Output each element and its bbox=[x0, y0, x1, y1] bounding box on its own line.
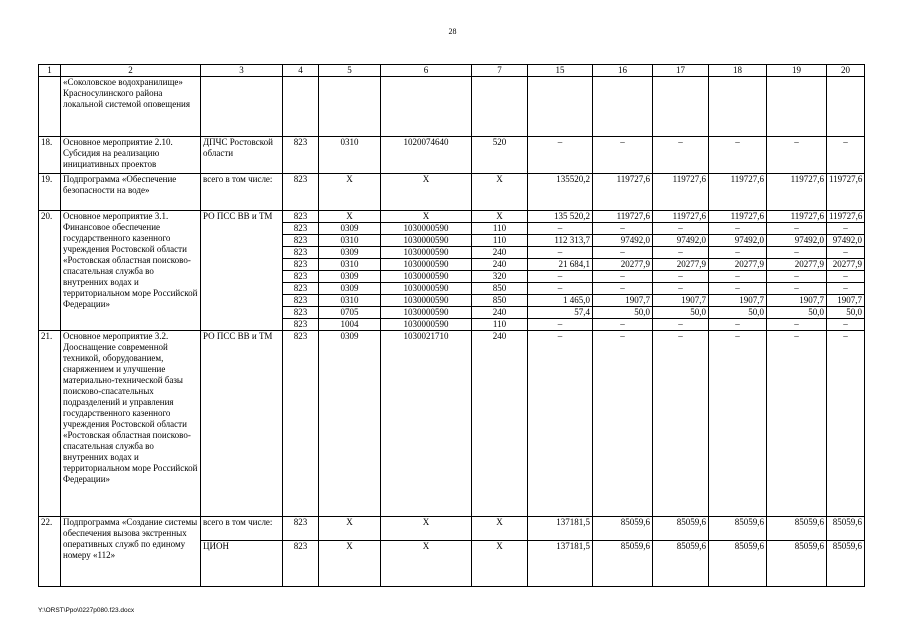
column-header: 18 bbox=[709, 65, 767, 77]
cell-value: 97492,0 bbox=[767, 235, 827, 247]
cell-section-code: 0309 bbox=[319, 247, 381, 259]
cell-value: 85059,6 bbox=[709, 541, 767, 587]
cell-target-code: Х bbox=[381, 174, 472, 211]
cell-value: 1907,7 bbox=[767, 295, 827, 307]
cell-executor: ДПЧС Ростовской области bbox=[201, 137, 283, 174]
cell-section-code: Х bbox=[319, 541, 381, 587]
cell-section-code: Х bbox=[319, 211, 381, 223]
cell-value: 20277,9 bbox=[709, 259, 767, 271]
cell-ministry-code: 823 bbox=[283, 307, 319, 319]
cell-value: 85059,6 bbox=[709, 517, 767, 541]
cell-value: – bbox=[709, 137, 767, 174]
cell-value: – bbox=[767, 271, 827, 283]
column-header: 19 bbox=[767, 65, 827, 77]
cell-expense-code: Х bbox=[472, 211, 528, 223]
cell-value: 1907,7 bbox=[827, 295, 865, 307]
cell-expense-code: 850 bbox=[472, 295, 528, 307]
cell-ministry-code: 823 bbox=[283, 211, 319, 223]
cell-target-code: 1030000590 bbox=[381, 295, 472, 307]
cell-section-code: 0705 bbox=[319, 307, 381, 319]
cell-executor: всего в том числе: bbox=[201, 517, 283, 541]
cell-value: 97492,0 bbox=[827, 235, 865, 247]
column-header: 20 bbox=[827, 65, 865, 77]
table-cell bbox=[472, 77, 528, 137]
cell-value: 50,0 bbox=[709, 307, 767, 319]
cell-value: 1907,7 bbox=[709, 295, 767, 307]
cell-value: 119727,6 bbox=[593, 174, 653, 211]
cell-value: – bbox=[528, 223, 593, 235]
cell-ministry-code: 823 bbox=[283, 541, 319, 587]
table-row-18 bbox=[39, 137, 865, 174]
cell-value: – bbox=[709, 223, 767, 235]
cell-value: – bbox=[593, 283, 653, 295]
cell-value: – bbox=[653, 271, 709, 283]
cell-value: 119727,6 bbox=[709, 211, 767, 223]
cell-section-code: 0309 bbox=[319, 331, 381, 517]
table-cell bbox=[827, 77, 865, 137]
cell-target-code: 1030000590 bbox=[381, 319, 472, 331]
cell-section-code: 0309 bbox=[319, 223, 381, 235]
cell-number bbox=[39, 77, 61, 137]
cell-target-code: 1020074640 bbox=[381, 137, 472, 174]
cell-value: – bbox=[827, 137, 865, 174]
cell-value: 1 465,0 bbox=[528, 295, 593, 307]
cell-value: – bbox=[709, 247, 767, 259]
cell-value: 119727,6 bbox=[767, 211, 827, 223]
cell-name: Основное мероприятие 3.2. Дооснащение современной техникой, оборудованием, снаряжением и улучшение материально-технической базы поисково-спасательных подразделений и управления государственного казенного учреждения Ростовской области «Ростовская областная поисково-спасательная служба во внутренних водах и территориальном море Российской Федерации» bbox=[61, 331, 201, 517]
table-cell bbox=[593, 77, 653, 137]
table-row-continuation bbox=[39, 77, 865, 137]
table-row-22-sub bbox=[39, 517, 865, 541]
cell-section-code: 0310 bbox=[319, 235, 381, 247]
cell-expense-code: 240 bbox=[472, 307, 528, 319]
cell-value: 57,4 bbox=[528, 307, 593, 319]
cell-value: 20277,9 bbox=[767, 259, 827, 271]
cell-value: 21 684,1 bbox=[528, 259, 593, 271]
column-header: 16 bbox=[593, 65, 653, 77]
column-header: 3 bbox=[201, 65, 283, 77]
cell-number: 20. bbox=[39, 211, 61, 331]
cell-ministry-code: 823 bbox=[283, 517, 319, 541]
cell-target-code: Х bbox=[381, 541, 472, 587]
cell-section-code: 0309 bbox=[319, 283, 381, 295]
cell-value: – bbox=[593, 319, 653, 331]
cell-expense-code: 110 bbox=[472, 235, 528, 247]
cell-value: 137181,5 bbox=[528, 541, 593, 587]
cell-value: 1907,7 bbox=[653, 295, 709, 307]
cell-name: Основное мероприятие 2.10. Субсидия на реализацию инициативных проектов bbox=[61, 137, 201, 174]
cell-executor: РО ПСС ВВ и ТМ bbox=[201, 211, 283, 331]
cell-value: – bbox=[653, 223, 709, 235]
cell-value: – bbox=[653, 137, 709, 174]
cell-section-code: Х bbox=[319, 517, 381, 541]
cell-ministry-code: 823 bbox=[283, 319, 319, 331]
cell-ministry-code: 823 bbox=[283, 137, 319, 174]
cell-value: 1907,7 bbox=[593, 295, 653, 307]
cell-expense-code: 520 bbox=[472, 137, 528, 174]
cell-value: 119727,6 bbox=[709, 174, 767, 211]
cell-value: – bbox=[827, 283, 865, 295]
cell-name: Подпрограмма «Создание системы обеспечения вызова экстренных оперативных служб по единому номеру «112» bbox=[61, 517, 201, 587]
cell-value: – bbox=[827, 247, 865, 259]
cell-expense-code: 240 bbox=[472, 331, 528, 517]
cell-target-code: 1030000590 bbox=[381, 235, 472, 247]
cell-section-code: 0310 bbox=[319, 295, 381, 307]
cell-target-code: 1030000590 bbox=[381, 259, 472, 271]
cell-section-code: 0309 bbox=[319, 271, 381, 283]
cell-value: 112 313,7 bbox=[528, 235, 593, 247]
cell-executor: всего в том числе: bbox=[201, 174, 283, 211]
cell-value: 50,0 bbox=[653, 307, 709, 319]
cell-target-code: 1030000590 bbox=[381, 247, 472, 259]
cell-ministry-code: 823 bbox=[283, 235, 319, 247]
table-row-21 bbox=[39, 331, 865, 517]
cell-value: – bbox=[827, 331, 865, 517]
cell-ministry-code: 823 bbox=[283, 223, 319, 235]
cell-ministry-code: 823 bbox=[283, 174, 319, 211]
header-row bbox=[39, 65, 865, 77]
budget-table bbox=[38, 64, 865, 587]
cell-value: 97492,0 bbox=[709, 235, 767, 247]
cell-value: – bbox=[653, 283, 709, 295]
cell-value: 85059,6 bbox=[653, 517, 709, 541]
cell-value: 50,0 bbox=[767, 307, 827, 319]
cell-expense-code: 110 bbox=[472, 223, 528, 235]
cell-value: – bbox=[709, 331, 767, 517]
cell-value: – bbox=[767, 331, 827, 517]
cell-value: – bbox=[528, 137, 593, 174]
cell-value: 50,0 bbox=[593, 307, 653, 319]
cell-value: 97492,0 bbox=[653, 235, 709, 247]
file-path-footer: Y:\ORST\Ppo\0227p080.f23.docx bbox=[38, 607, 135, 614]
table-row-20-sub bbox=[39, 211, 865, 223]
cell-value: – bbox=[593, 271, 653, 283]
cell-target-code: Х bbox=[381, 211, 472, 223]
table-row-19 bbox=[39, 174, 865, 211]
cell-value: – bbox=[767, 137, 827, 174]
cell-value: 119727,6 bbox=[653, 211, 709, 223]
cell-value: 50,0 bbox=[827, 307, 865, 319]
cell-value: 85059,6 bbox=[827, 541, 865, 587]
cell-value: – bbox=[767, 283, 827, 295]
cell-value: 135 520,2 bbox=[528, 211, 593, 223]
cell-value: – bbox=[593, 331, 653, 517]
table-cell bbox=[283, 77, 319, 137]
cell-value: 85059,6 bbox=[593, 517, 653, 541]
table-cell bbox=[528, 77, 593, 137]
cell-value: – bbox=[528, 319, 593, 331]
cell-target-code: 1030000590 bbox=[381, 283, 472, 295]
cell-value: 97492,0 bbox=[593, 235, 653, 247]
table-cell bbox=[767, 77, 827, 137]
table-cell bbox=[381, 77, 472, 137]
cell-value: – bbox=[593, 137, 653, 174]
cell-target-code: 1030000590 bbox=[381, 271, 472, 283]
column-header: 1 bbox=[39, 65, 61, 77]
page-number: 28 bbox=[448, 27, 457, 36]
cell-value: – bbox=[593, 247, 653, 259]
cell-value: – bbox=[827, 319, 865, 331]
cell-value: – bbox=[528, 283, 593, 295]
cell-expense-code: 240 bbox=[472, 247, 528, 259]
cell-value: 137181,5 bbox=[528, 517, 593, 541]
cell-value: 119727,6 bbox=[827, 211, 865, 223]
cell-ministry-code: 823 bbox=[283, 283, 319, 295]
cell-value: 119727,6 bbox=[593, 211, 653, 223]
cell-value: 20277,9 bbox=[593, 259, 653, 271]
cell-value: 85059,6 bbox=[653, 541, 709, 587]
table-cell bbox=[201, 77, 283, 137]
cell-ministry-code: 823 bbox=[283, 271, 319, 283]
cell-value: 85059,6 bbox=[767, 517, 827, 541]
table-cell bbox=[709, 77, 767, 137]
cell-expense-code: 240 bbox=[472, 259, 528, 271]
column-header: 15 bbox=[528, 65, 593, 77]
cell-value: 119727,6 bbox=[653, 174, 709, 211]
cell-value: – bbox=[593, 223, 653, 235]
table-cell bbox=[653, 77, 709, 137]
cell-section-code: 0310 bbox=[319, 137, 381, 174]
cell-value: – bbox=[767, 247, 827, 259]
cell-number: 22. bbox=[39, 517, 61, 587]
cell-value: – bbox=[709, 271, 767, 283]
cell-value: – bbox=[767, 223, 827, 235]
cell-name: Основное мероприятие 3.1. Финансовое обеспечение государственного казенного учреждения Ростовской области «Ростовская областная поисково-спасательная служба во внутренних водах и территориальном море Российской Федерации» bbox=[61, 211, 201, 331]
cell-number: 21. bbox=[39, 331, 61, 517]
cell-value: 20277,9 bbox=[653, 259, 709, 271]
cell-value: 20277,9 bbox=[827, 259, 865, 271]
cell-ministry-code: 823 bbox=[283, 331, 319, 517]
column-header: 7 bbox=[472, 65, 528, 77]
cell-section-code: 1004 bbox=[319, 319, 381, 331]
cell-ministry-code: 823 bbox=[283, 295, 319, 307]
cell-expense-code: 850 bbox=[472, 283, 528, 295]
cell-value: – bbox=[709, 319, 767, 331]
cell-ministry-code: 823 bbox=[283, 259, 319, 271]
column-header: 2 bbox=[61, 65, 201, 77]
cell-executor: ЦИОН bbox=[201, 541, 283, 587]
cell-value: – bbox=[528, 271, 593, 283]
cell-name: Подпрограмма «Обеспечение безопасности на воде» bbox=[61, 174, 201, 211]
cell-target-code: 1030021710 bbox=[381, 331, 472, 517]
column-header: 4 bbox=[283, 65, 319, 77]
cell-target-code: Х bbox=[381, 517, 472, 541]
cell-expense-code: Х bbox=[472, 174, 528, 211]
cell-value: – bbox=[528, 247, 593, 259]
cell-value: 85059,6 bbox=[827, 517, 865, 541]
cell-value: – bbox=[653, 331, 709, 517]
cell-value: 135520,2 bbox=[528, 174, 593, 211]
cell-value: – bbox=[653, 247, 709, 259]
cell-executor: РО ПСС ВВ и ТМ bbox=[201, 331, 283, 517]
cell-target-code: 1030000590 bbox=[381, 223, 472, 235]
cell-value: 85059,6 bbox=[593, 541, 653, 587]
cell-value: 119727,6 bbox=[827, 174, 865, 211]
cell-section-code: 0310 bbox=[319, 259, 381, 271]
cell-value: – bbox=[528, 331, 593, 517]
cell-value: – bbox=[827, 223, 865, 235]
cell-number: 18. bbox=[39, 137, 61, 174]
column-header: 17 bbox=[653, 65, 709, 77]
cell-value: – bbox=[709, 283, 767, 295]
cell-value: 85059,6 bbox=[767, 541, 827, 587]
cell-expense-code: Х bbox=[472, 541, 528, 587]
cell-expense-code: 110 bbox=[472, 319, 528, 331]
cell-target-code: 1030000590 bbox=[381, 307, 472, 319]
column-header: 5 bbox=[319, 65, 381, 77]
table-cell bbox=[319, 77, 381, 137]
cell-name: «Соколовское водохранилище» Красносулинского района локальной системой оповещения bbox=[61, 77, 201, 137]
cell-value: – bbox=[653, 319, 709, 331]
cell-value: 119727,6 bbox=[767, 174, 827, 211]
cell-expense-code: 320 bbox=[472, 271, 528, 283]
cell-value: – bbox=[827, 271, 865, 283]
column-header: 6 bbox=[381, 65, 472, 77]
cell-ministry-code: 823 bbox=[283, 247, 319, 259]
cell-expense-code: Х bbox=[472, 517, 528, 541]
cell-number: 19. bbox=[39, 174, 61, 211]
cell-section-code: Х bbox=[319, 174, 381, 211]
cell-value: – bbox=[767, 319, 827, 331]
table-body bbox=[39, 65, 865, 587]
